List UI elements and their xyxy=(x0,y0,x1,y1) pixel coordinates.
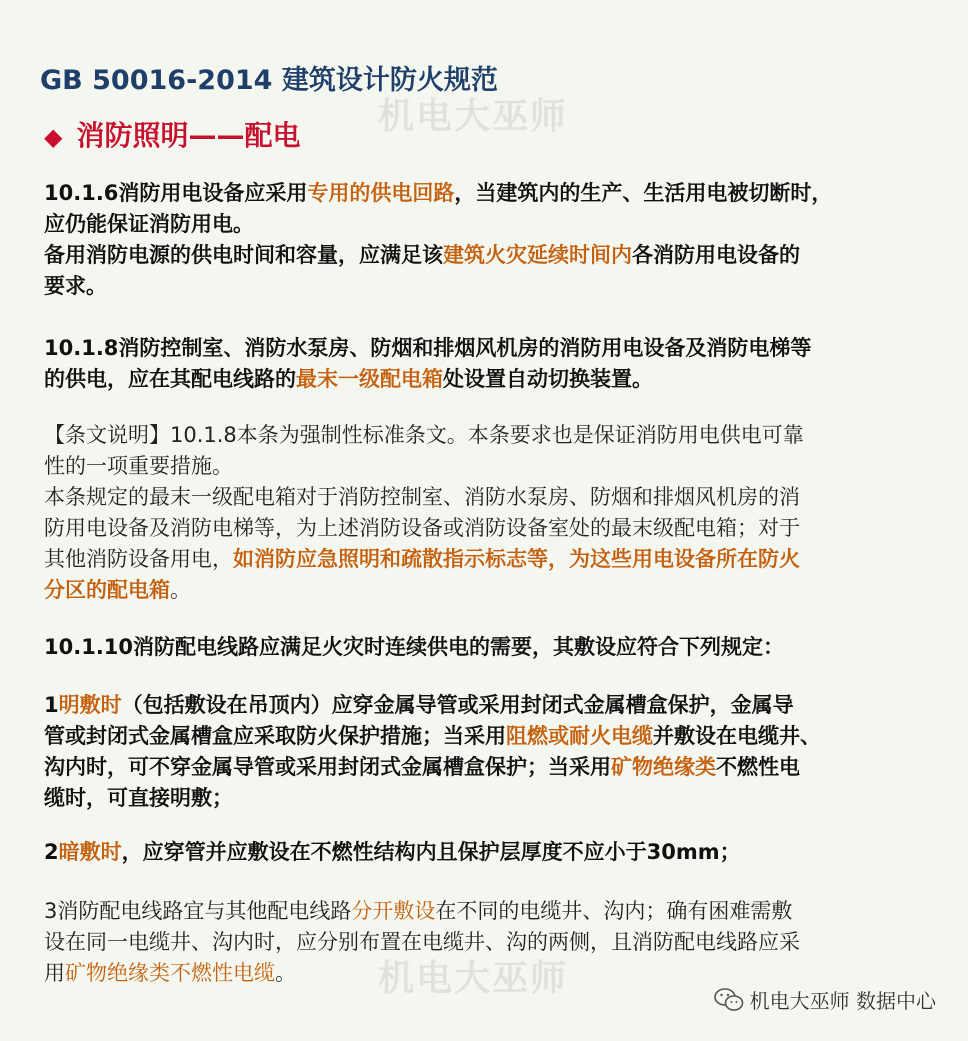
watermark: 机电大巫师 xyxy=(378,96,569,137)
text-line: 性的一项重要措施。 xyxy=(44,454,233,478)
text-line: 10.1.6消防用电设备应采用专用的供电回路，当建筑内的生产、生活用电被切断时， xyxy=(44,181,833,205)
clause-item-3 xyxy=(44,896,924,989)
highlight-text: 明敷时 xyxy=(58,693,122,717)
text-line: 管或封闭式金属槽盒应采取防火保护措施；当采用阻燃或耐火电缆并敷设在电缆井、 xyxy=(44,724,821,748)
text-line: 的供电，应在其配电线路的最末一级配电箱处设置自动切换装置。 xyxy=(44,367,653,391)
text-line: 备用消防电源的供电时间和容量，应满足该建筑火灾延续时间内各消防用电设备的 xyxy=(44,243,800,267)
highlight-text: 分区的配电箱 xyxy=(44,578,170,602)
page-title: GB 50016-2014 建筑设计防火规范 xyxy=(40,65,498,96)
section-heading-text: 消防照明——配电 xyxy=(76,119,301,152)
footer-text: 机电大巫师 数据中心 xyxy=(749,989,936,1013)
clause-item-2 xyxy=(44,837,924,868)
clause-10-1-6 xyxy=(44,178,924,302)
highlight-text: 阻燃或耐火电缆 xyxy=(506,724,653,748)
text-line: 沟内时，可不穿金属导管或采用封闭式金属槽盒保护；当采用矿物绝缘类不燃性电 xyxy=(44,755,800,779)
highlight-text: 专用的供电回路 xyxy=(307,181,455,205)
text-line: 10.1.10消防配电线路应满足火灾时连续供电的需要，其敷设应符合下列规定： xyxy=(44,635,785,659)
highlight-text: 矿物绝缘类不燃性电缆 xyxy=(65,961,275,985)
watermark: 机电大巫师 xyxy=(378,958,569,999)
section-heading xyxy=(44,114,300,154)
highlight-text: 分开敷设 xyxy=(351,899,436,923)
text-line: 本条规定的最末一级配电箱对于消防控制室、消防水泵房、防烟和排烟风机房的消 xyxy=(44,485,800,509)
clause-10-1-8 xyxy=(44,333,924,395)
highlight-text: 暗敷时 xyxy=(58,840,122,864)
highlight-text: 如消防应急照明和疏散指示标志等，为这些用电设备所在防火 xyxy=(233,547,800,571)
clause-explanation xyxy=(44,420,924,606)
footer-attribution xyxy=(714,985,936,1014)
text-line: 【条文说明】10.1.8本条为强制性标准条文。本条要求也是保证消防用电供电可靠 xyxy=(44,423,804,447)
text-line: 用矿物绝缘类不燃性电缆。 xyxy=(44,961,296,985)
text-line: 要求。 xyxy=(44,274,107,298)
highlight-text: 建筑火灾延续时间内 xyxy=(443,243,632,267)
clause-10-1-10 xyxy=(44,632,924,663)
text-line: 3消防配电线路宜与其他配电线路分开敷设在不同的电缆井、沟内；确有困难需敷 xyxy=(44,899,793,923)
text-line: 设在同一电缆井、沟内时，应分别布置在电缆井、沟的两侧，且消防配电线路应采 xyxy=(44,930,800,954)
text-line: 其他消防设备用电，如消防应急照明和疏散指示标志等，为这些用电设备所在防火 xyxy=(44,547,800,571)
text-line: 防用电设备及消防电梯等，为上述消防设备或消防设备室处的最末级配电箱；对于 xyxy=(44,516,800,540)
text-line: 2暗敷时，应穿管并应敷设在不燃性结构内且保护层厚度不应小于30mm； xyxy=(44,840,741,864)
text-line: 10.1.8消防控制室、消防水泵房、防烟和排烟风机房的消防用电设备及消防电梯等 xyxy=(44,336,812,360)
text-line: 分区的配电箱。 xyxy=(44,578,191,602)
wechat-icon xyxy=(714,987,744,1013)
highlight-text: 最末一级配电箱 xyxy=(296,367,443,391)
diamond-bullet-icon: ◆ xyxy=(44,123,63,151)
text-line: 应仍能保证消防用电。 xyxy=(44,212,254,236)
text-line: 1明敷时（包括敷设在吊顶内）应穿金属导管或采用封闭式金属槽盒保护，金属导 xyxy=(44,693,794,717)
highlight-text: 矿物绝缘类 xyxy=(611,755,716,779)
text-line: 缆时，可直接明敷； xyxy=(44,786,233,810)
clause-item-1 xyxy=(44,690,924,814)
